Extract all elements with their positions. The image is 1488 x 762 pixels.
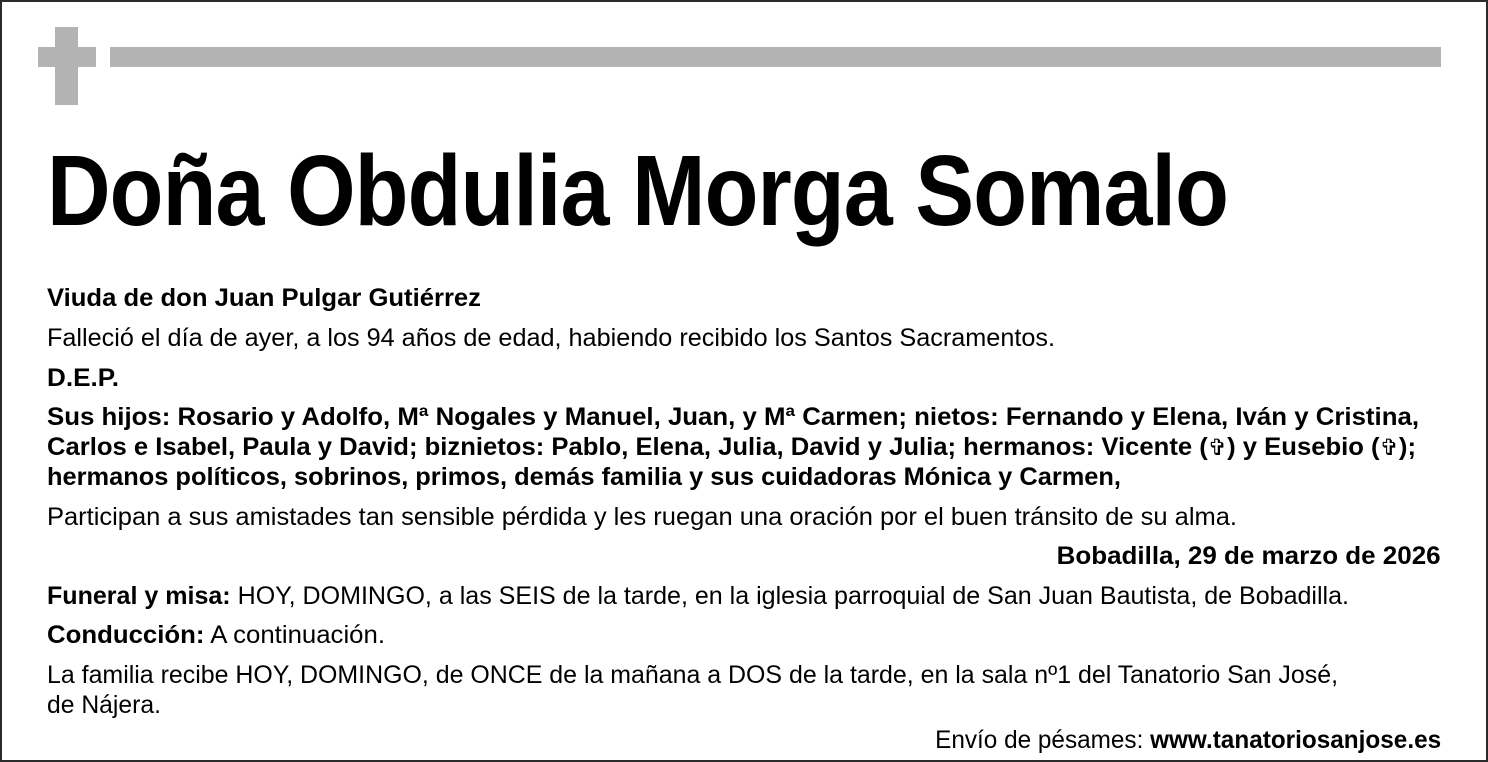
family-line-2-text-c: ); — [1398, 433, 1416, 461]
funeral-line — [47, 584, 1349, 609]
conduction-line — [47, 623, 385, 648]
condolences-line — [935, 728, 1441, 753]
place-date-line: Bobadilla, 29 de marzo de 2026 — [1057, 542, 1441, 570]
reception-line-1: La familia recibe HOY, DOMINGO, de ONCE de la mañana a DOS de la tarde, en la sala nº1 del Tanatorio San José, — [47, 661, 1338, 689]
family-line-3: hermanos políticos, sobrinos, primos, demás familia y sus cuidadoras Mónica y Carmen, — [47, 463, 1121, 491]
family-line-2 — [47, 435, 1416, 460]
condolences-link[interactable]: www.tanatoriosanjose.es — [1149, 726, 1441, 754]
family-line-1: Sus hijos: Rosario y Adolfo, Mª Nogales y Manuel, Juan, y Mª Carmen; nietos: Fernando y Elena, Iván y Cristina, — [47, 403, 1419, 431]
family-line-2-text-a: Carlos e Isabel, Paula y David; biznietos: Pablo, Elena, Julia, David y Julia; hermanos: Vicente ( — [47, 433, 1208, 461]
deceased-cross-icon: ✞ — [1207, 435, 1228, 460]
funeral-text: HOY, DOMINGO, a las SEIS de la tarde, en la iglesia parroquial de San Juan Bautista, de Bobadilla. — [230, 582, 1350, 610]
conduction-label: Conducción: — [47, 621, 205, 649]
widow-of-line: Viuda de don Juan Pulgar Gutiérrez — [47, 284, 481, 312]
family-line-2-text-b: ) y Eusebio ( — [1227, 433, 1380, 461]
funeral-label: Funeral y misa: — [47, 582, 231, 610]
reception-line-2: de Nájera. — [47, 691, 161, 719]
participation-line: Participan a sus amistades tan sensible pérdida y les ruegan una oración por el buen tránsito de su alma. — [47, 503, 1237, 531]
condolences-label: Envío de pésames: — [935, 726, 1150, 754]
death-notice-line: Falleció el día de ayer, a los 94 años de edad, habiendo recibido los Santos Sacramentos. — [47, 324, 1055, 352]
dep-line: D.E.P. — [47, 364, 120, 392]
cross-icon-arm — [38, 47, 96, 67]
conduction-text: A continuación. — [204, 621, 385, 649]
deceased-cross-icon: ✞ — [1379, 435, 1399, 460]
deceased-name: Doña Obdulia Morga Somalo — [47, 135, 1228, 247]
header-rule — [110, 47, 1441, 67]
